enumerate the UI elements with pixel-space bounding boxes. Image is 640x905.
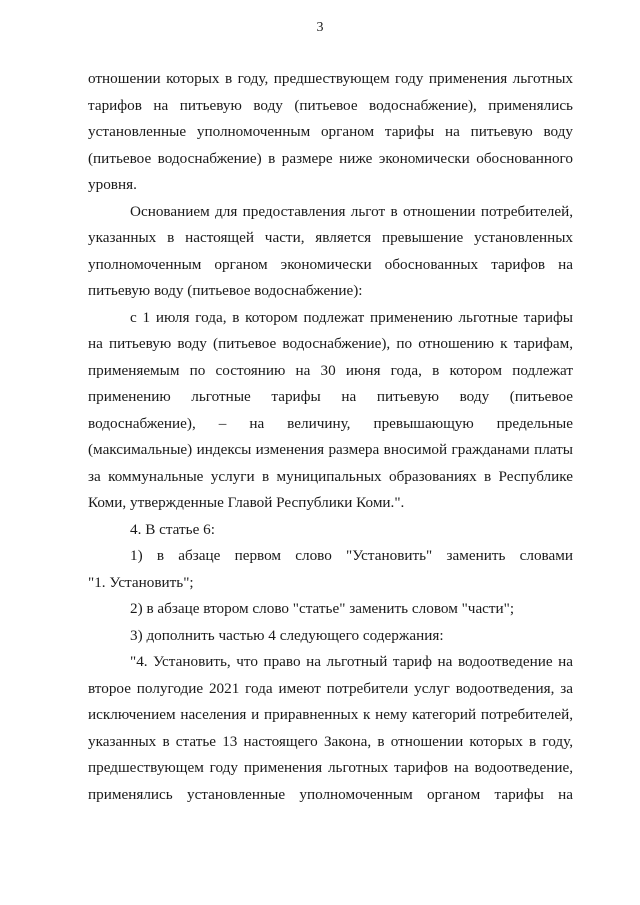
text-line: 2) в абзаце втором слово "статье" заменить словом "части";	[130, 600, 515, 617]
text-line: на питьевую воду (питьевое водоснабжение), по отношению к тарифам,	[88, 335, 573, 352]
document-body	[88, 66, 573, 808]
text-line: тарифов на питьевую воду (питьевое водоснабжение), применялись	[88, 96, 573, 114]
text-line: "1. Установить";	[88, 573, 194, 591]
text-line: (питьевое водоснабжение) в размере ниже экономически обоснованного	[88, 149, 573, 167]
text-line: с 1 июля года, в котором подлежат применению льготные тарифы	[130, 308, 573, 326]
text-line: "4. Установить, что право на льготный тариф на водоотведение на	[130, 653, 573, 670]
text-line: указанных в статье 13 настоящего Закона, в отношении которых в году,	[88, 732, 573, 750]
text-line: второе полугодие 2021 года имеют потребители услуг водоотведения, за	[88, 679, 573, 697]
text-line: предшествующем году применения льготных тарифов на водоотведение,	[88, 759, 573, 776]
text-line: уровня.	[88, 176, 137, 193]
text-line: питьевую воду (питьевое водоснабжение):	[88, 282, 363, 299]
text-line: за коммунальные услуги в муниципальных образованиях в Республике	[88, 467, 573, 485]
text-line: применению льготные тарифы на питьевую воду (питьевое	[88, 388, 573, 405]
text-line: исключением населения и приравненных к нему категорий потребителей,	[88, 706, 573, 723]
text-line: (максимальные) индексы изменения размера вносимой гражданами платы	[88, 441, 573, 458]
text-line: 4. В статье 6:	[130, 520, 215, 538]
text-line: применялись установленные уполномоченным органом тарифы на	[88, 785, 573, 803]
text-line: водоснабжение), – на величину, превышающую предельные	[88, 414, 573, 432]
text-line: 3) дополнить частью 4 следующего содержания:	[130, 626, 444, 644]
text-line: применяемым по состоянию на 30 июня года, в котором подлежат	[88, 361, 573, 379]
text-line: установленные уполномоченным органом тарифы на питьевую воду	[88, 123, 573, 140]
page-number: 3	[316, 20, 324, 35]
text-line: отношении которых в году, предшествующем году применения льготных	[88, 70, 573, 87]
text-line: указанных в настоящей части, является превышение установленных	[88, 229, 573, 246]
text-line: уполномоченным органом экономически обоснованных тарифов на	[88, 255, 573, 273]
text-line: Коми, утвержденные Главой Республики Коми.".	[88, 494, 405, 511]
text-line: Основанием для предоставления льгот в отношении потребителей,	[130, 202, 573, 220]
text-line: 1) в абзаце первом слово "Установить" заменить словами	[130, 547, 573, 564]
